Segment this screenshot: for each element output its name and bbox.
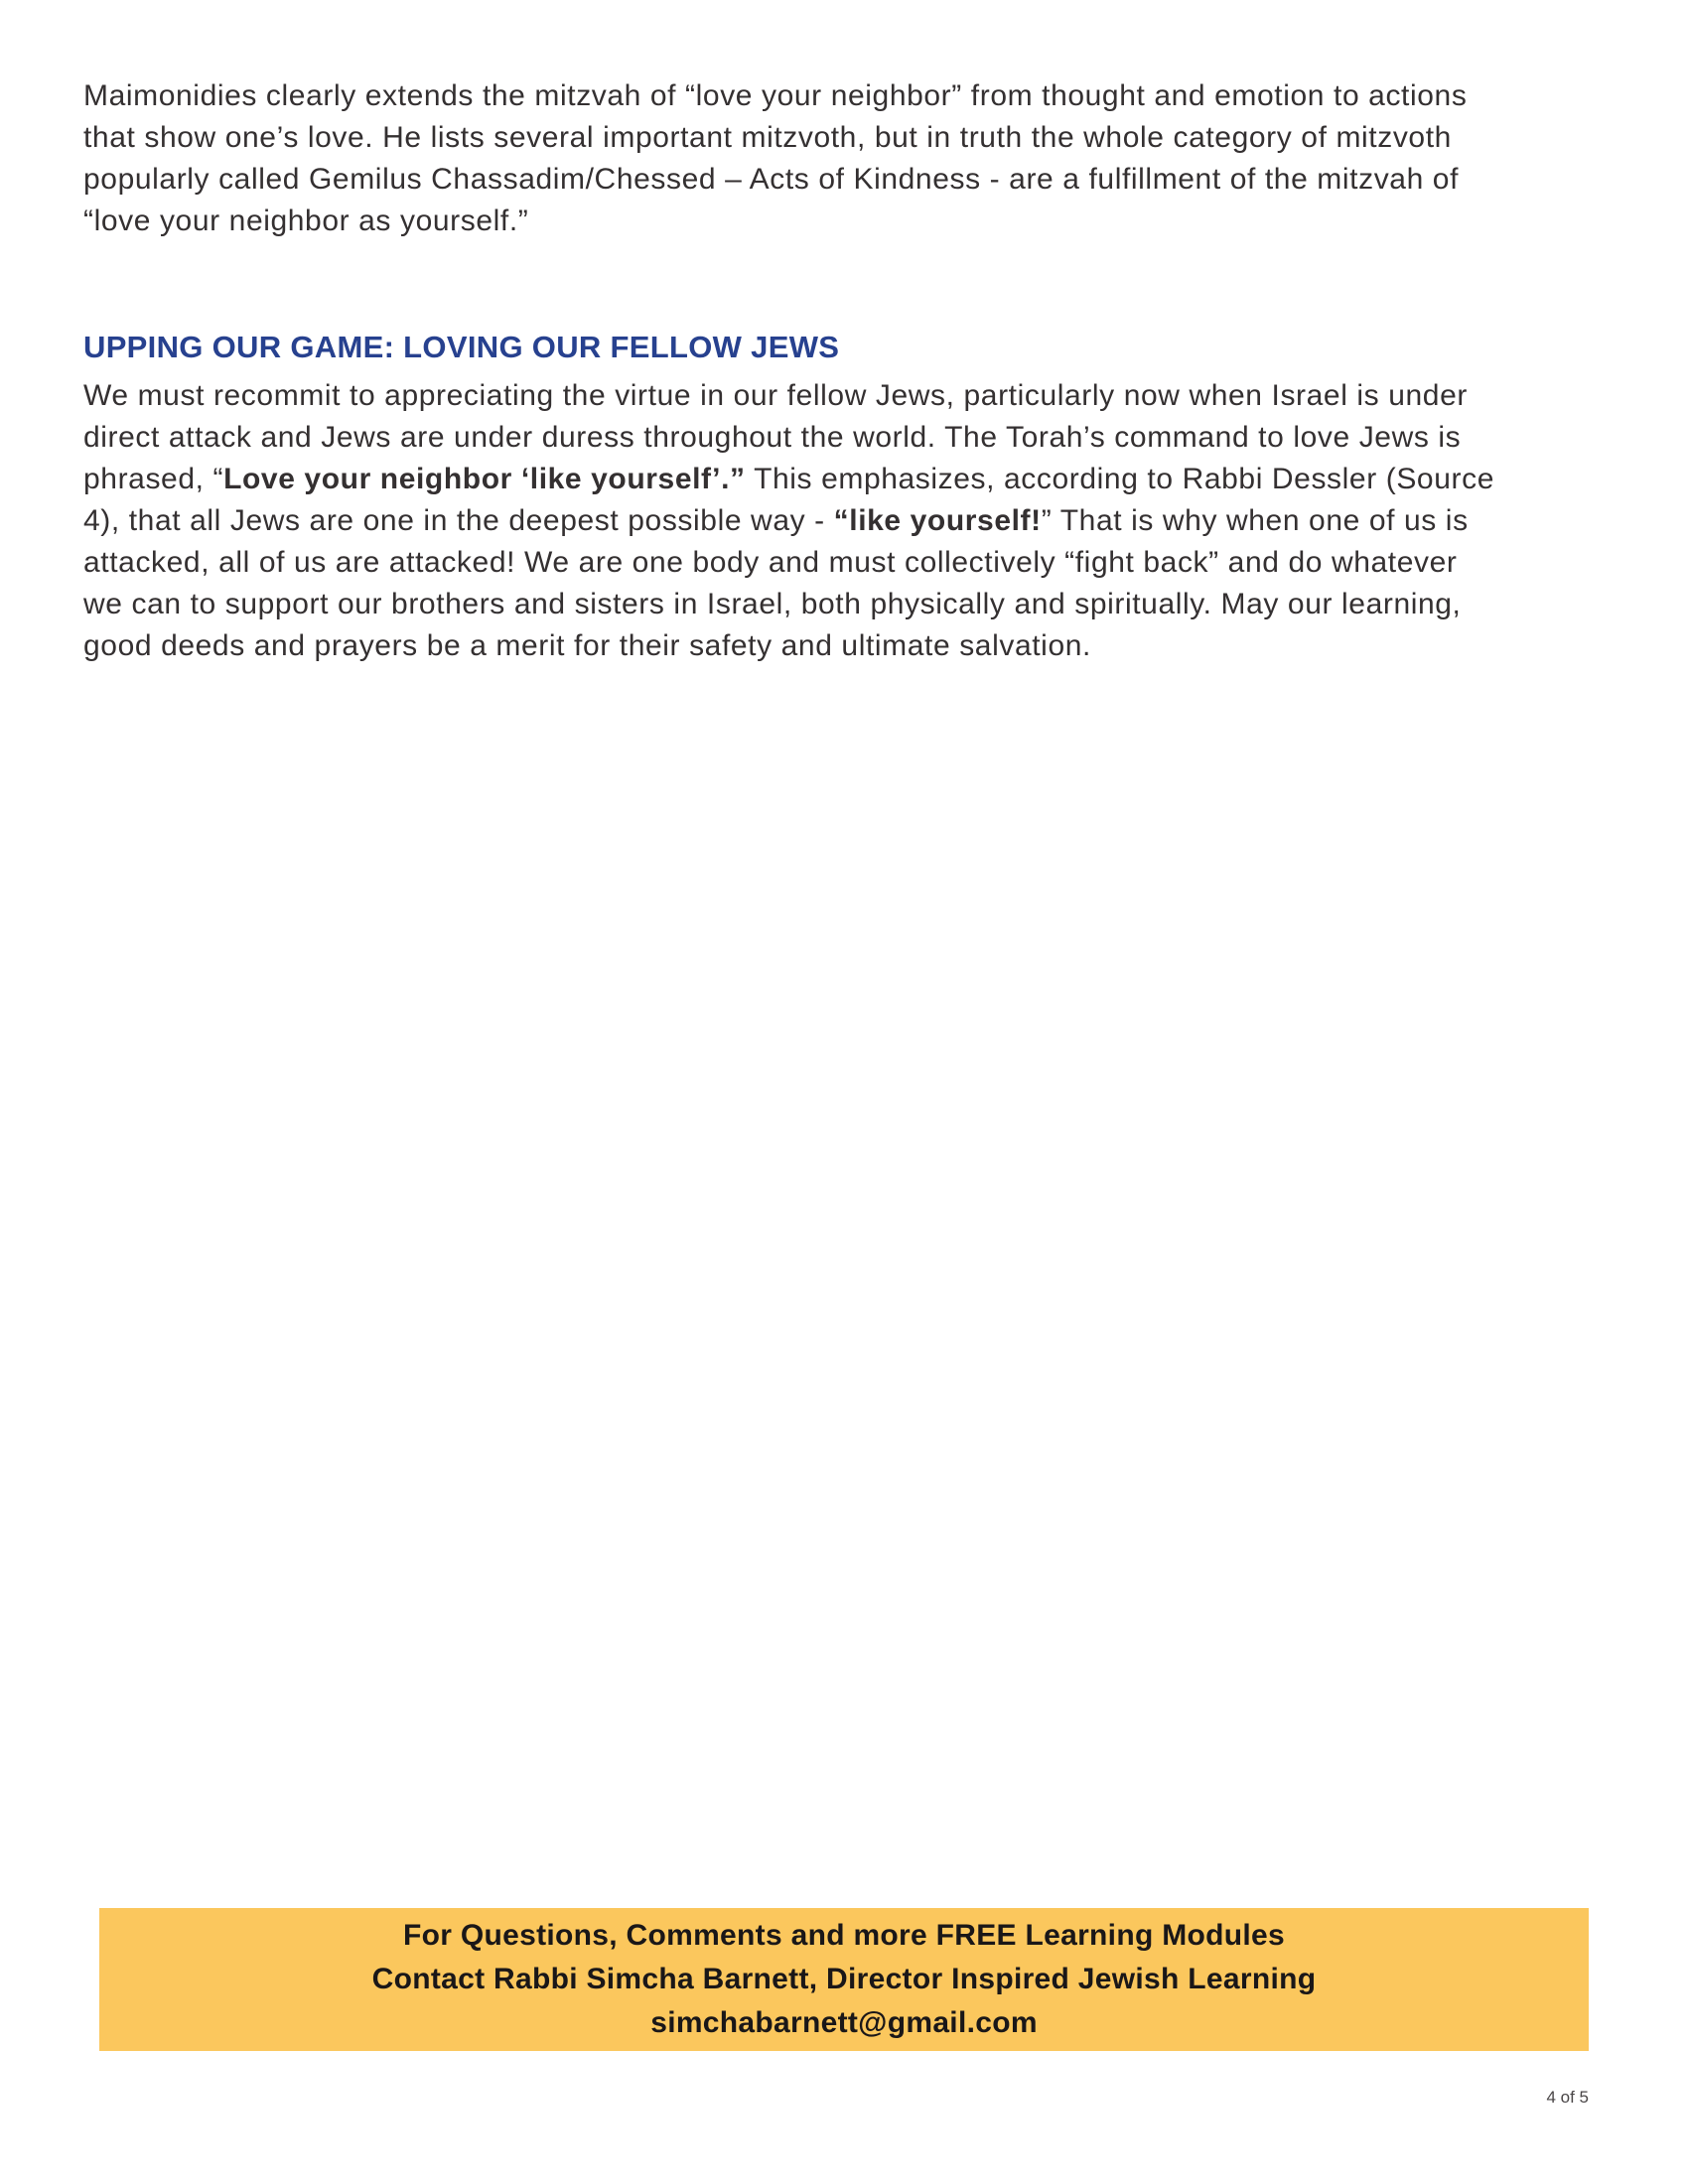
section-heading-upping-our-game: UPPING OUR GAME: LOVING OUR FELLOW JEWS [83, 330, 840, 364]
text-run: We must recommit to appreciating the virtue in our fellow Jews, particularly now when Israel is under direct attack and Jews are under duress throughout the world. The Torah’s command to love Jews is phrased, “ [83, 379, 1468, 495]
text-run: This emphasizes, according to Rabbi Dessler (Source 4), that all Jews are one in the deepest possible way - [83, 463, 1494, 537]
paragraph-loving-fellow-jews [83, 375, 1503, 667]
page-number: 4 of 5 [1546, 2088, 1589, 2107]
text-run-bold-like-yourself: “like yourself! [833, 504, 1042, 537]
banner-line-questions: For Questions, Comments and more FREE Learning Modules [403, 1919, 1285, 1952]
banner-email: simchabarnett@gmail.com [650, 2006, 1038, 2039]
text-run-bold-love-your-neighbor: Love your neighbor ‘like yourself’.” [223, 463, 746, 495]
contact-banner [99, 1908, 1589, 2051]
paragraph-maimonides: Maimonidies clearly extends the mitzvah of “love your neighbor” from thought and emotion to actions that show one’s love. He lists several important mitzvoth, but in truth the whole category of mitzvoth popularly called Gemilus Chassadim/Chessed – Acts of Kindness - are a fulfillment of the mitzvah of “love your neighbor as yourself.” [83, 79, 1468, 237]
banner-line-contact: Contact Rabbi Simcha Barnett, Director Inspired Jewish Learning [371, 1963, 1317, 1995]
text-run: ” That is why when one of us is attacked, all of us are attacked! We are one body and must collectively “fight back” and do whatever we can to support our brothers and sisters in Israel, both physically and spiritually. May our learning, good deeds and prayers be a merit for their safety and ultimate salvation. [83, 504, 1469, 662]
